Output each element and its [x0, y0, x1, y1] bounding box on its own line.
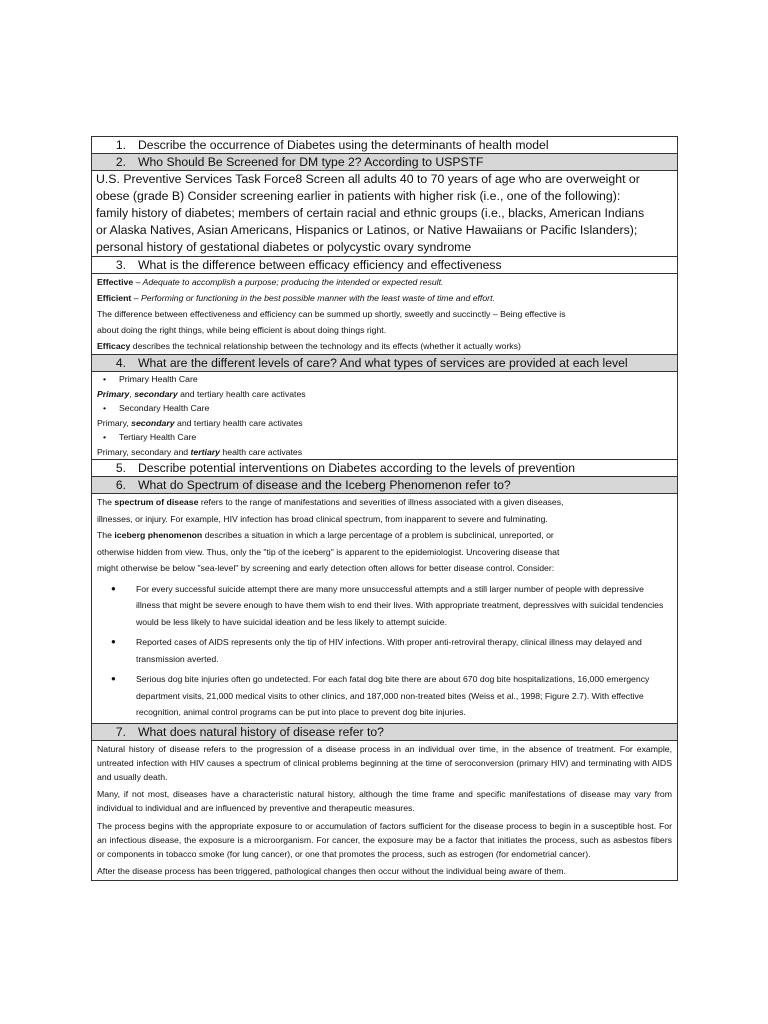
list-item: • Secondary Health Care — [97, 401, 672, 416]
question-7-header — [92, 724, 677, 741]
list-item: ● Reported cases of AIDS represents only the tip of HIV infections. With proper anti-retroviral therapy, clinical illness may delayed and transmission averted. — [97, 634, 664, 667]
question-7-answer — [92, 741, 677, 881]
answer-line: family history of diabetes; members of certain racial and ethnic groups (i.e., blacks, American Indians — [96, 206, 645, 220]
bullet-icon: ● — [111, 637, 116, 646]
question-title: Describe the occurrence of Diabetes using the determinants of health model — [138, 138, 549, 152]
paragraph: After the disease process has been triggered, pathological changes then occur without the individual being aware of them. — [97, 866, 566, 877]
efficacy-definition: Efficacy describes the technical relationship between the technology and its effects (whether it actually works) — [97, 341, 521, 351]
question-number: 7. — [115, 724, 126, 739]
bullet-icon: ● — [111, 583, 116, 593]
level-services: Primary, secondary and tertiary health care activates — [97, 388, 306, 399]
iceberg-definition: The iceberg phenomenon describes a situation in which a large percentage of a problem is subclinical, unreported, or — [97, 530, 554, 540]
difference-summary: The difference between effectiveness and efficiency can be summed up shortly, sweetly and succinctly – Being effective is — [97, 309, 566, 319]
question-number: 4. — [115, 356, 126, 370]
question-number: 1. — [115, 138, 126, 152]
example-list — [97, 581, 672, 721]
question-4-answer — [92, 372, 677, 460]
list-item: ● Serious dog bite injuries often go undetected. For each fatal dog bite there are about 670 dog bite hospitalizations, 16,000 emergency department visits, 21,000 medical visits to other clinics, and 187,000 non-treated bites (Weiss et al., 1998; Figure 2.7). With effective recognition, animal control programs can be put into place to prevent dog bite injuries. — [97, 671, 664, 721]
question-3-answer — [92, 274, 677, 355]
level-services: Primary, secondary and tertiary health care activates — [97, 446, 303, 457]
question-title: Who Should Be Screened for DM type 2? According to USPSTF — [138, 155, 484, 169]
answer-line: personal history of gestational diabetes or polycystic ovary syndrome — [96, 240, 472, 254]
list-item: ● For every successful suicide attempt there are many more unsuccessful attempts and a still larger number of people with depressive illness that might be severe enough to have them wish to end their lives. With appropriate treatment, depressives with suicidal tendencies would be less likely to have suicidal ideation and be less likely to attempt suicide. — [97, 581, 664, 631]
paragraph: Many, if not most, diseases have a characteristic natural history, although the time frame and specific manifestations of disease may vary from individual to individual and are influenced by preventive and therapeutic measures. — [97, 789, 672, 814]
spectrum-definition: The spectrum of disease refers to the range of manifestations and severities of illness associated with a given diseases, — [97, 497, 564, 507]
question-6-header — [92, 477, 677, 494]
question-title: What do Spectrum of disease and the Iceberg Phenomenon refer to? — [138, 478, 511, 492]
question-6-answer — [92, 494, 677, 724]
question-title: What does natural history of disease refer to? — [138, 724, 384, 739]
question-number: 2. — [115, 155, 126, 169]
iceberg-definition-cont: otherwise hidden from view. Thus, only the "tip of the iceberg" is apparent to the epidemiologist. Uncovering disease that — [97, 546, 560, 557]
bullet-icon: • — [103, 374, 107, 384]
difference-summary: about doing the right things, while being efficient is about doing things right. — [97, 325, 387, 335]
question-2-answer — [92, 171, 677, 257]
question-1-header — [92, 137, 677, 154]
bullet-icon: ● — [111, 674, 116, 683]
list-item: • Primary Health Care — [97, 372, 672, 387]
question-title: What is the difference between efficacy efficiency and effectiveness — [138, 258, 502, 272]
paragraph: Natural history of disease refers to the progression of a disease process in an individual over time, in the absence of treatment. For example, untreated infection with HIV causes a spectrum of clinical problems beginning at the time of seroconversion (primary HIV) and terminating with AIDS and usually death. — [97, 743, 672, 782]
answer-line: obese (grade B) Consider screening earlier in patients with higher risk (i.e., one of the following): — [96, 189, 621, 203]
document-table — [91, 136, 678, 881]
question-2-header — [92, 154, 677, 171]
level-services: Primary, secondary and tertiary health care activates — [97, 417, 303, 428]
effective-definition: Effective – Adequate to accomplish a purpose; producing the intended or expected result. — [97, 277, 444, 287]
list-item: • Tertiary Health Care — [97, 430, 672, 445]
question-3-header — [92, 257, 677, 274]
answer-line: or Alaska Natives, Asian Americans, Hispanics or Latinos, or Native Hawaiians or Pacific Islanders); — [96, 223, 638, 237]
answer-line: U.S. Preventive Services Task Force8 Screen all adults 40 to 70 years of age who are overweight or — [96, 172, 640, 186]
paragraph: The process begins with the appropriate exposure to or accumulation of factors sufficient for the disease process to begin in a susceptible host. For an infectious disease, the exposure is a microorganism. For cancer, the exposure may be a factor that initiates the process, such as asbestos fibers or components in tobacco smoke (for lung cancer), or one that promotes the process, such as estrogen (for endometrial cancer). — [97, 820, 672, 859]
question-title: Describe potential interventions on Diabetes according to the levels of prevention — [138, 461, 575, 475]
question-number: 6. — [115, 478, 126, 492]
bullet-icon: • — [103, 432, 107, 442]
bullet-icon: • — [103, 403, 107, 413]
question-title: What are the different levels of care? And what types of services are provided at each level — [138, 356, 628, 370]
spectrum-definition-cont: illnesses, or injury. For example, HIV infection has broad clinical spectrum, from inapparent to severe and fulminating. — [97, 513, 548, 524]
iceberg-definition-cont: might otherwise be below "sea-level" by screening and early detection often allows for better disease control. Consider: — [97, 563, 555, 573]
question-4-header — [92, 355, 677, 372]
question-5-header — [92, 460, 677, 477]
question-number: 3. — [115, 258, 126, 272]
efficient-definition: Efficient – Performing or functioning in the best possible manner with the least waste of time and effort. — [97, 293, 495, 303]
question-number: 5. — [115, 461, 126, 475]
